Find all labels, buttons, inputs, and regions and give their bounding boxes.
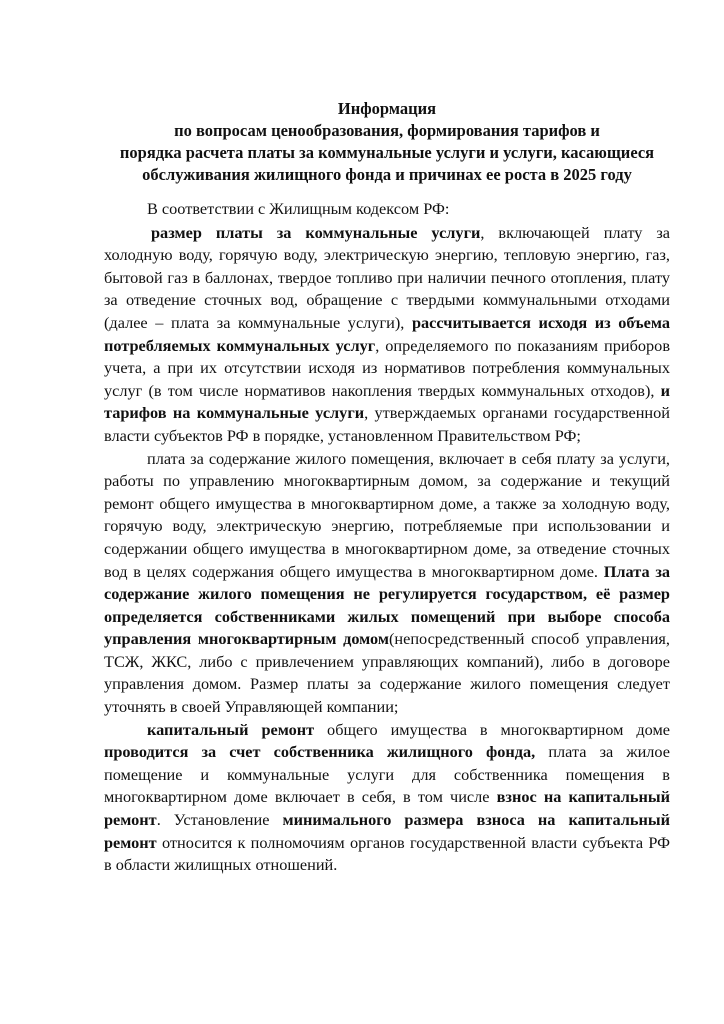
paragraph-housing-maintenance [104, 448, 670, 719]
title-line-4: обслуживания жилищного фонда и причинах ее роста в 2025 году [142, 165, 632, 184]
bold-phrase: размер платы за коммунальные услуги [151, 222, 481, 242]
paragraph-capital-repair [104, 719, 670, 877]
text-run: , утверждаемых органами государственной власти субъектов РФ в порядке, установленном Правительством РФ; [104, 403, 670, 445]
bold-phrase: рассчитывается исходя из объема потребляемых коммунальных услуг [104, 312, 670, 355]
text-run: общего имущества в многоквартирном доме [314, 719, 670, 739]
bold-phrase: и тарифов на коммунальные услуги [104, 380, 670, 423]
text-run: плата за жилое помещение и коммунальные услуги для собственника помещения в многоквартирном доме включает в себя, в том числе [104, 742, 670, 807]
text-run: . Установление [156, 810, 283, 830]
bold-phrase: капитальный ремонт [147, 719, 315, 739]
text-run: (непосредственный способ управления, ТСЖ, ЖКС, либо с привлечением управляющих компаний), либо в договоре управления домом. Размер платы за содержание жилого помещения следует уточнять в своей Управляющей компании; [104, 629, 670, 717]
title-line-1: Информация [337, 99, 437, 118]
document-title [104, 98, 670, 186]
paragraph-utility-fees [104, 222, 670, 448]
text-run: плата за содержание жилого помещения, включает в себя плату за услуги, работы по управлению многоквартирным домом, за содержание и текущий ремонт общего имущества в многоквартирном доме, а также за холодную воду, горячую воду, электрическую энергию, потребляемые при использовании и содержании общего имущества в многоквартирном доме, за отведение сточных вод в целях содержания общего имущества в многоквартирном доме. [104, 448, 670, 581]
title-line-3: порядка расчета платы за коммунальные услуги и услуги, касающиеся [119, 143, 655, 162]
title-line-2: по вопросам ценообразования, формирования тарифов и [174, 121, 600, 140]
bold-phrase: минимального размера взноса на капитальный ремонт [104, 810, 670, 852]
document-page [104, 98, 670, 877]
text-run: относится к полномочиям органов государственной власти субъекта РФ в области жилищных отношений. [104, 832, 670, 875]
bold-phrase: Плата за содержание жилого помещения не регулируется государством, её размер определяется собственниками жилых помещений при выборе способа управления многоквартирным домом [104, 561, 671, 649]
bold-phrase: проводится за счет собственника жилищного фонда, [104, 742, 536, 762]
text-run: , определяемого по показаниям приборов учета, а при их отсутствии исходя из нормативов потребления коммунальных услуг (в том числе нормативов накопления твердых коммунальных отходов), [104, 335, 671, 400]
text-run: , включающей плату за холодную воду, горячую воду, электрическую энергию, тепловую энергию, газ, бытовой газ в баллонах, твердое топливо при наличии печного отопления, плату за отведение сточных вод, обращение с твердыми коммунальными отходами (далее – плата за коммунальные услуги), [104, 222, 670, 332]
bold-phrase: взнос на капитальный ремонт [104, 787, 671, 830]
intro-paragraph: В соответствии с Жилищным кодексом РФ: [147, 199, 450, 218]
